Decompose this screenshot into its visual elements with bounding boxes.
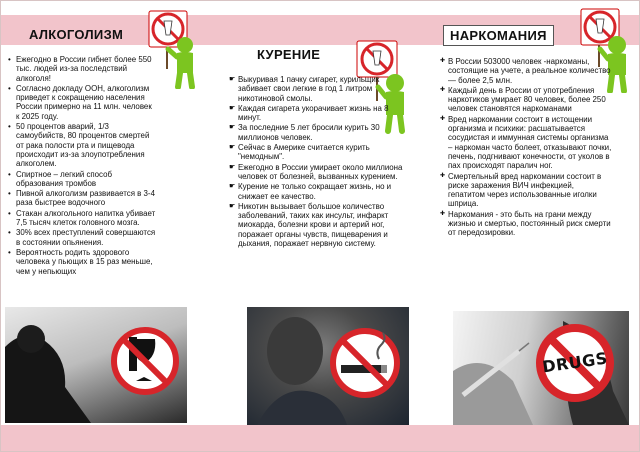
alcohol-photo [5, 307, 187, 423]
column-smoking [217, 1, 429, 452]
drugs-list [439, 57, 613, 239]
list-item: ✚ Наркомания - это быть на грани между жизнью и смертью, постоянный риск смерти от передозировки. [439, 210, 613, 238]
drugs-title: НАРКОМАНИЯ [443, 25, 554, 46]
list-item: ☛ Выкуривая 1 пачку сигарет, курильщик забивает свои легкие в год 1 литром никотиновой смолы. [229, 75, 407, 103]
alcoholism-list [7, 55, 157, 277]
column-drugs [431, 1, 640, 452]
list-item: • 30% всех преступлений совершаются в состоянии опьянения. [7, 228, 157, 247]
list-item: ☛ Никотин вызывает большое количество заболеваний, таких как инсульт, инфаркт миокарда, болезни крови и артерий ног, поражает органы чувств, пищеварения и дыхания, поражает нервную систему. [229, 202, 407, 248]
drugs-sign-label: DRUGS [541, 348, 609, 377]
list-item: ☛ Каждая сигарета укорачивает жизнь на 8 минут. [229, 104, 407, 123]
list-item: ✚ Вред наркомании состоит в истощении организма и психики: расшатывается сосудистая и иммунная системы организма – наркоман часто болеет, отказывают почки, печень, подгнивают конечности, от уколов в пах происходят паралич ног. [439, 115, 613, 171]
smoking-list [229, 75, 407, 249]
smoking-title: КУРЕНИЕ [257, 47, 321, 62]
list-item: • 50 процентов аварий, 1/3 самоубийств, 80 процентов смертей от рака полости рта и пищевода происходит из-за злоупотребления алкоголем. [7, 122, 157, 168]
list-item: • Вероятность родить здорового человека у пьющих в 15 раз меньше, чем у непьющих [7, 248, 157, 276]
list-item: ✚ Смертельный вред наркомании состоит в риске заражения ВИЧ инфекцией, гепатитом через использованные иголки шприца. [439, 172, 613, 209]
list-item: • Ежегодно в России гибнет более 550 тыс. людей из-за последствий алкоголя! [7, 55, 157, 83]
list-item: • Согласно докладу ООН, алкоголизм приведет к сокращению населения России примерно на 11 млн. человек к 2025 году. [7, 84, 157, 121]
no-alcohol-sign-icon [5, 307, 187, 423]
list-item: ☛ Ежегодно в России умирает около миллиона человек от болезней, вызванных курением. [229, 163, 407, 182]
list-item: ☛ Курение не только сокращает жизнь, но и снижает ее качество. [229, 182, 407, 201]
alcoholism-title: АЛКОГОЛИЗМ [29, 27, 124, 42]
no-drugs-sign-icon [535, 323, 615, 403]
smoking-photo [247, 307, 409, 425]
no-smoking-sign-icon [247, 307, 409, 425]
list-item: ☛ Сейчас в Америке считается курить "немодным". [229, 143, 407, 162]
list-item: ✚ Каждый день в России от употребления наркотиков умирает 80 человек, более 250 человек становятся наркоманами [439, 86, 613, 114]
list-item: • Стакан алкогольного напитка убивает 7,5 тысяч клеток головного мозга. [7, 209, 157, 228]
list-item: • Пивной алкоголизм развивается в 3-4 раза быстрее водочного [7, 189, 157, 208]
drugs-photo [453, 311, 629, 425]
list-item: ✚ В России 503000 человек -наркоманы, состоящие на учете, а реальное количество — более 2,5 млн. [439, 57, 613, 85]
list-item: • Спиртное – легкий способ образования тромбов [7, 170, 157, 189]
column-alcoholism [1, 1, 213, 452]
list-item: ☛ За последние 5 лет бросили курить 30 миллионов человек. [229, 123, 407, 142]
